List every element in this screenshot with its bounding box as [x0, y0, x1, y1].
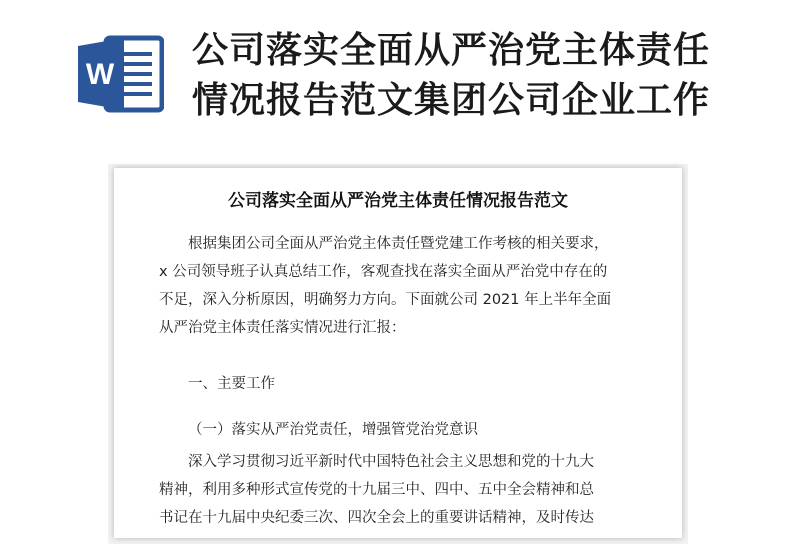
- document-title: 公司落实全面从严治党主体责任情况报告范文: [228, 191, 568, 211]
- paragraph-line: x 公司领导班子认真总结工作，客观查找在落实全面从严治党中存在的: [159, 264, 608, 280]
- banner-title-line-1: 公司落实全面从严治党主体责任: [192, 30, 711, 71]
- paragraph-line: 从严治党主体责任落实情况进行汇报：: [159, 320, 406, 336]
- banner-title-line-2: 情况报告范文集团公司企业工作: [192, 80, 711, 121]
- paragraph-body: [159, 448, 645, 532]
- word-doc-icon: [76, 34, 164, 114]
- banner: [0, 0, 800, 160]
- paragraph-intro: [159, 230, 645, 342]
- paragraph-line: 根据集团公司全面从严治党主体责任暨党建工作考核的相关要求，: [188, 236, 609, 252]
- word-doc-icon-letter: W: [85, 58, 115, 91]
- document-page: [114, 168, 682, 538]
- paragraph-line: 精神，利用多种形式宣传党的十九届三中、四中、五中全会精神和总: [159, 482, 594, 498]
- section-heading-2: [159, 416, 645, 444]
- paragraph-line: 不足，深入分析原因，明确努力方向。下面就公司 2021 年上半年全面: [159, 292, 612, 308]
- heading-text: 一、主要工作: [188, 376, 275, 392]
- heading-text: （一）落实从严治党责任，增强管党治党意识: [188, 422, 478, 438]
- paragraph-line: 书记在十九届中央纪委三次、四次全会上的重要讲话精神，及时传达: [159, 510, 594, 526]
- section-heading-1: [159, 370, 645, 398]
- banner-title: [192, 26, 782, 126]
- paragraph-line: 深入学习贯彻习近平新时代中国特色社会主义思想和党的十九大: [188, 454, 594, 470]
